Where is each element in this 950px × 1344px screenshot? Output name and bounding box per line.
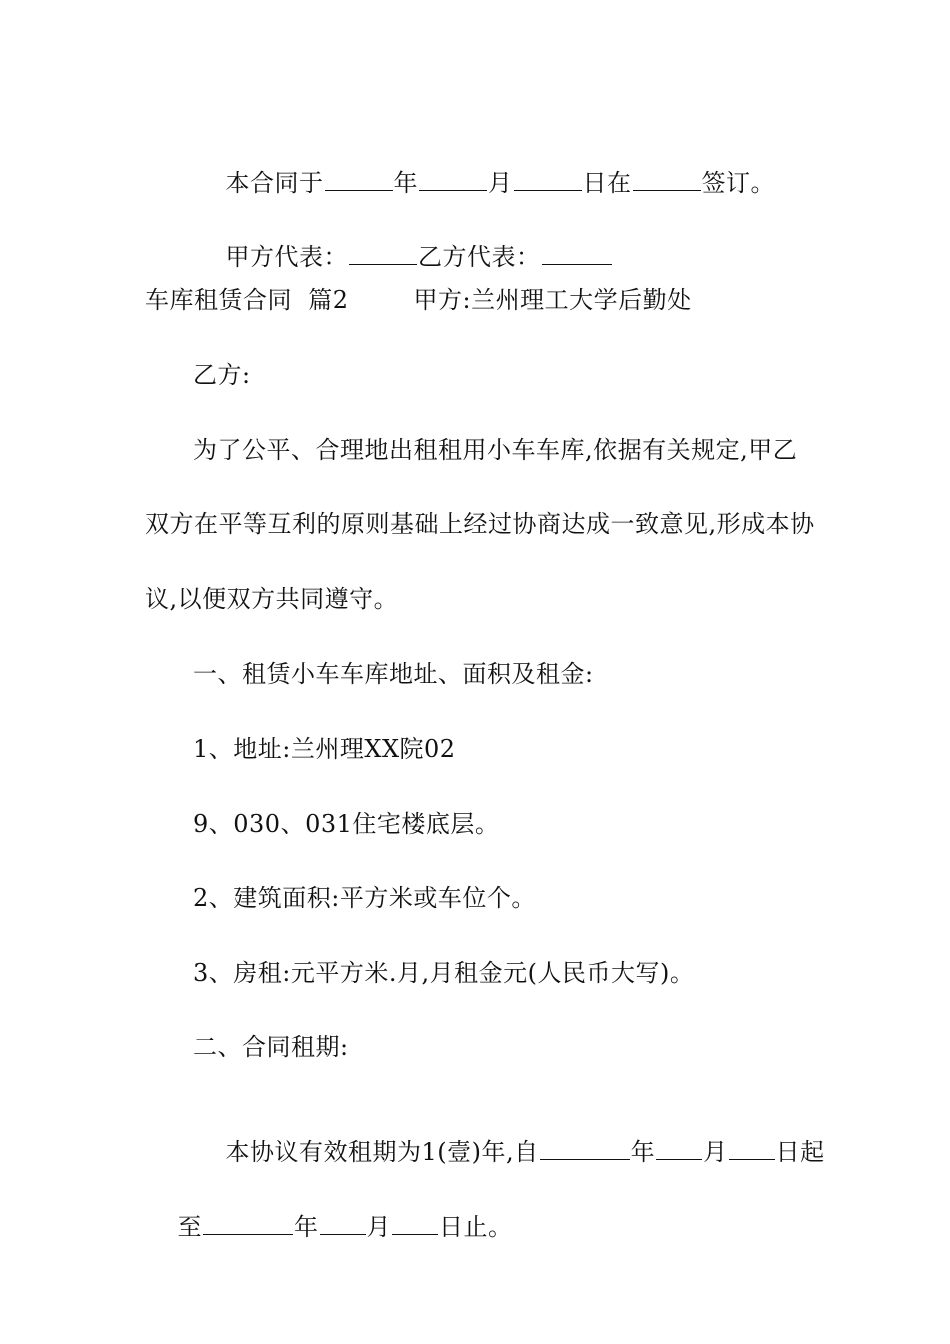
signing-year-label: 年 xyxy=(393,169,419,197)
blank-party-a-rep xyxy=(349,242,417,265)
term-2-year-label: 年 xyxy=(294,1213,319,1241)
term-line-2 xyxy=(145,1182,513,1272)
term-1-year-label: 年 xyxy=(630,1138,656,1166)
intro-paragraph-line-1: 为了公平、合理地出租租用小车车库,依据有关规定,甲乙 xyxy=(193,436,798,464)
blank-year xyxy=(325,168,393,191)
contract-heading: 车库租赁合同 篇2 甲方:兰州理工大学后勤处 xyxy=(145,286,692,314)
item-2-area: 2、建筑面积:平方米或车位个。 xyxy=(193,884,536,912)
intro-paragraph-line-3: 议,以便双方共同遵守。 xyxy=(145,585,399,613)
blank-day xyxy=(514,168,582,191)
section-2-heading: 二、合同租期: xyxy=(193,1033,349,1061)
term-2-month-label: 月 xyxy=(366,1213,392,1241)
item-1-address-continued: 9、030、031住宅楼底层。 xyxy=(193,810,500,838)
party-a-rep-label: 甲方代表： xyxy=(225,243,349,271)
signing-month-label: 月 xyxy=(488,169,513,197)
term-1-prefix: 本协议有效租期为1(壹)年,自 xyxy=(225,1138,539,1166)
blank-start-month xyxy=(656,1137,702,1160)
party-b-line: 乙方: xyxy=(193,361,251,389)
term-1-suffix: 日起 xyxy=(775,1138,825,1166)
blank-place xyxy=(633,168,701,191)
blank-end-year xyxy=(203,1212,293,1235)
term-2-suffix: 日止。 xyxy=(439,1213,513,1241)
party-b-rep-label: 乙方代表： xyxy=(418,243,541,271)
item-1-address: 1、地址:兰州理XX院02 xyxy=(193,735,456,763)
signing-day-label: 日在 xyxy=(582,169,632,197)
term-2-prefix: 至 xyxy=(177,1213,203,1241)
blank-month xyxy=(419,168,487,191)
item-3-rent: 3、房租:元平方米.月,月租金元(人民币大写)。 xyxy=(193,959,695,987)
blank-start-day xyxy=(729,1137,775,1160)
blank-start-year xyxy=(540,1137,630,1160)
section-1-heading: 一、租赁小车车库地址、面积及租金: xyxy=(193,660,594,688)
blank-end-month xyxy=(320,1212,366,1235)
signing-prefix: 本合同于 xyxy=(225,169,324,197)
term-1-month-label: 月 xyxy=(703,1138,728,1166)
intro-paragraph-line-2: 双方在平等互利的原则基础上经过协商达成一致意见,形成本协 xyxy=(145,510,815,538)
signing-suffix: 签订。 xyxy=(701,169,776,197)
blank-end-day xyxy=(392,1212,438,1235)
blank-party-b-rep xyxy=(542,242,612,265)
